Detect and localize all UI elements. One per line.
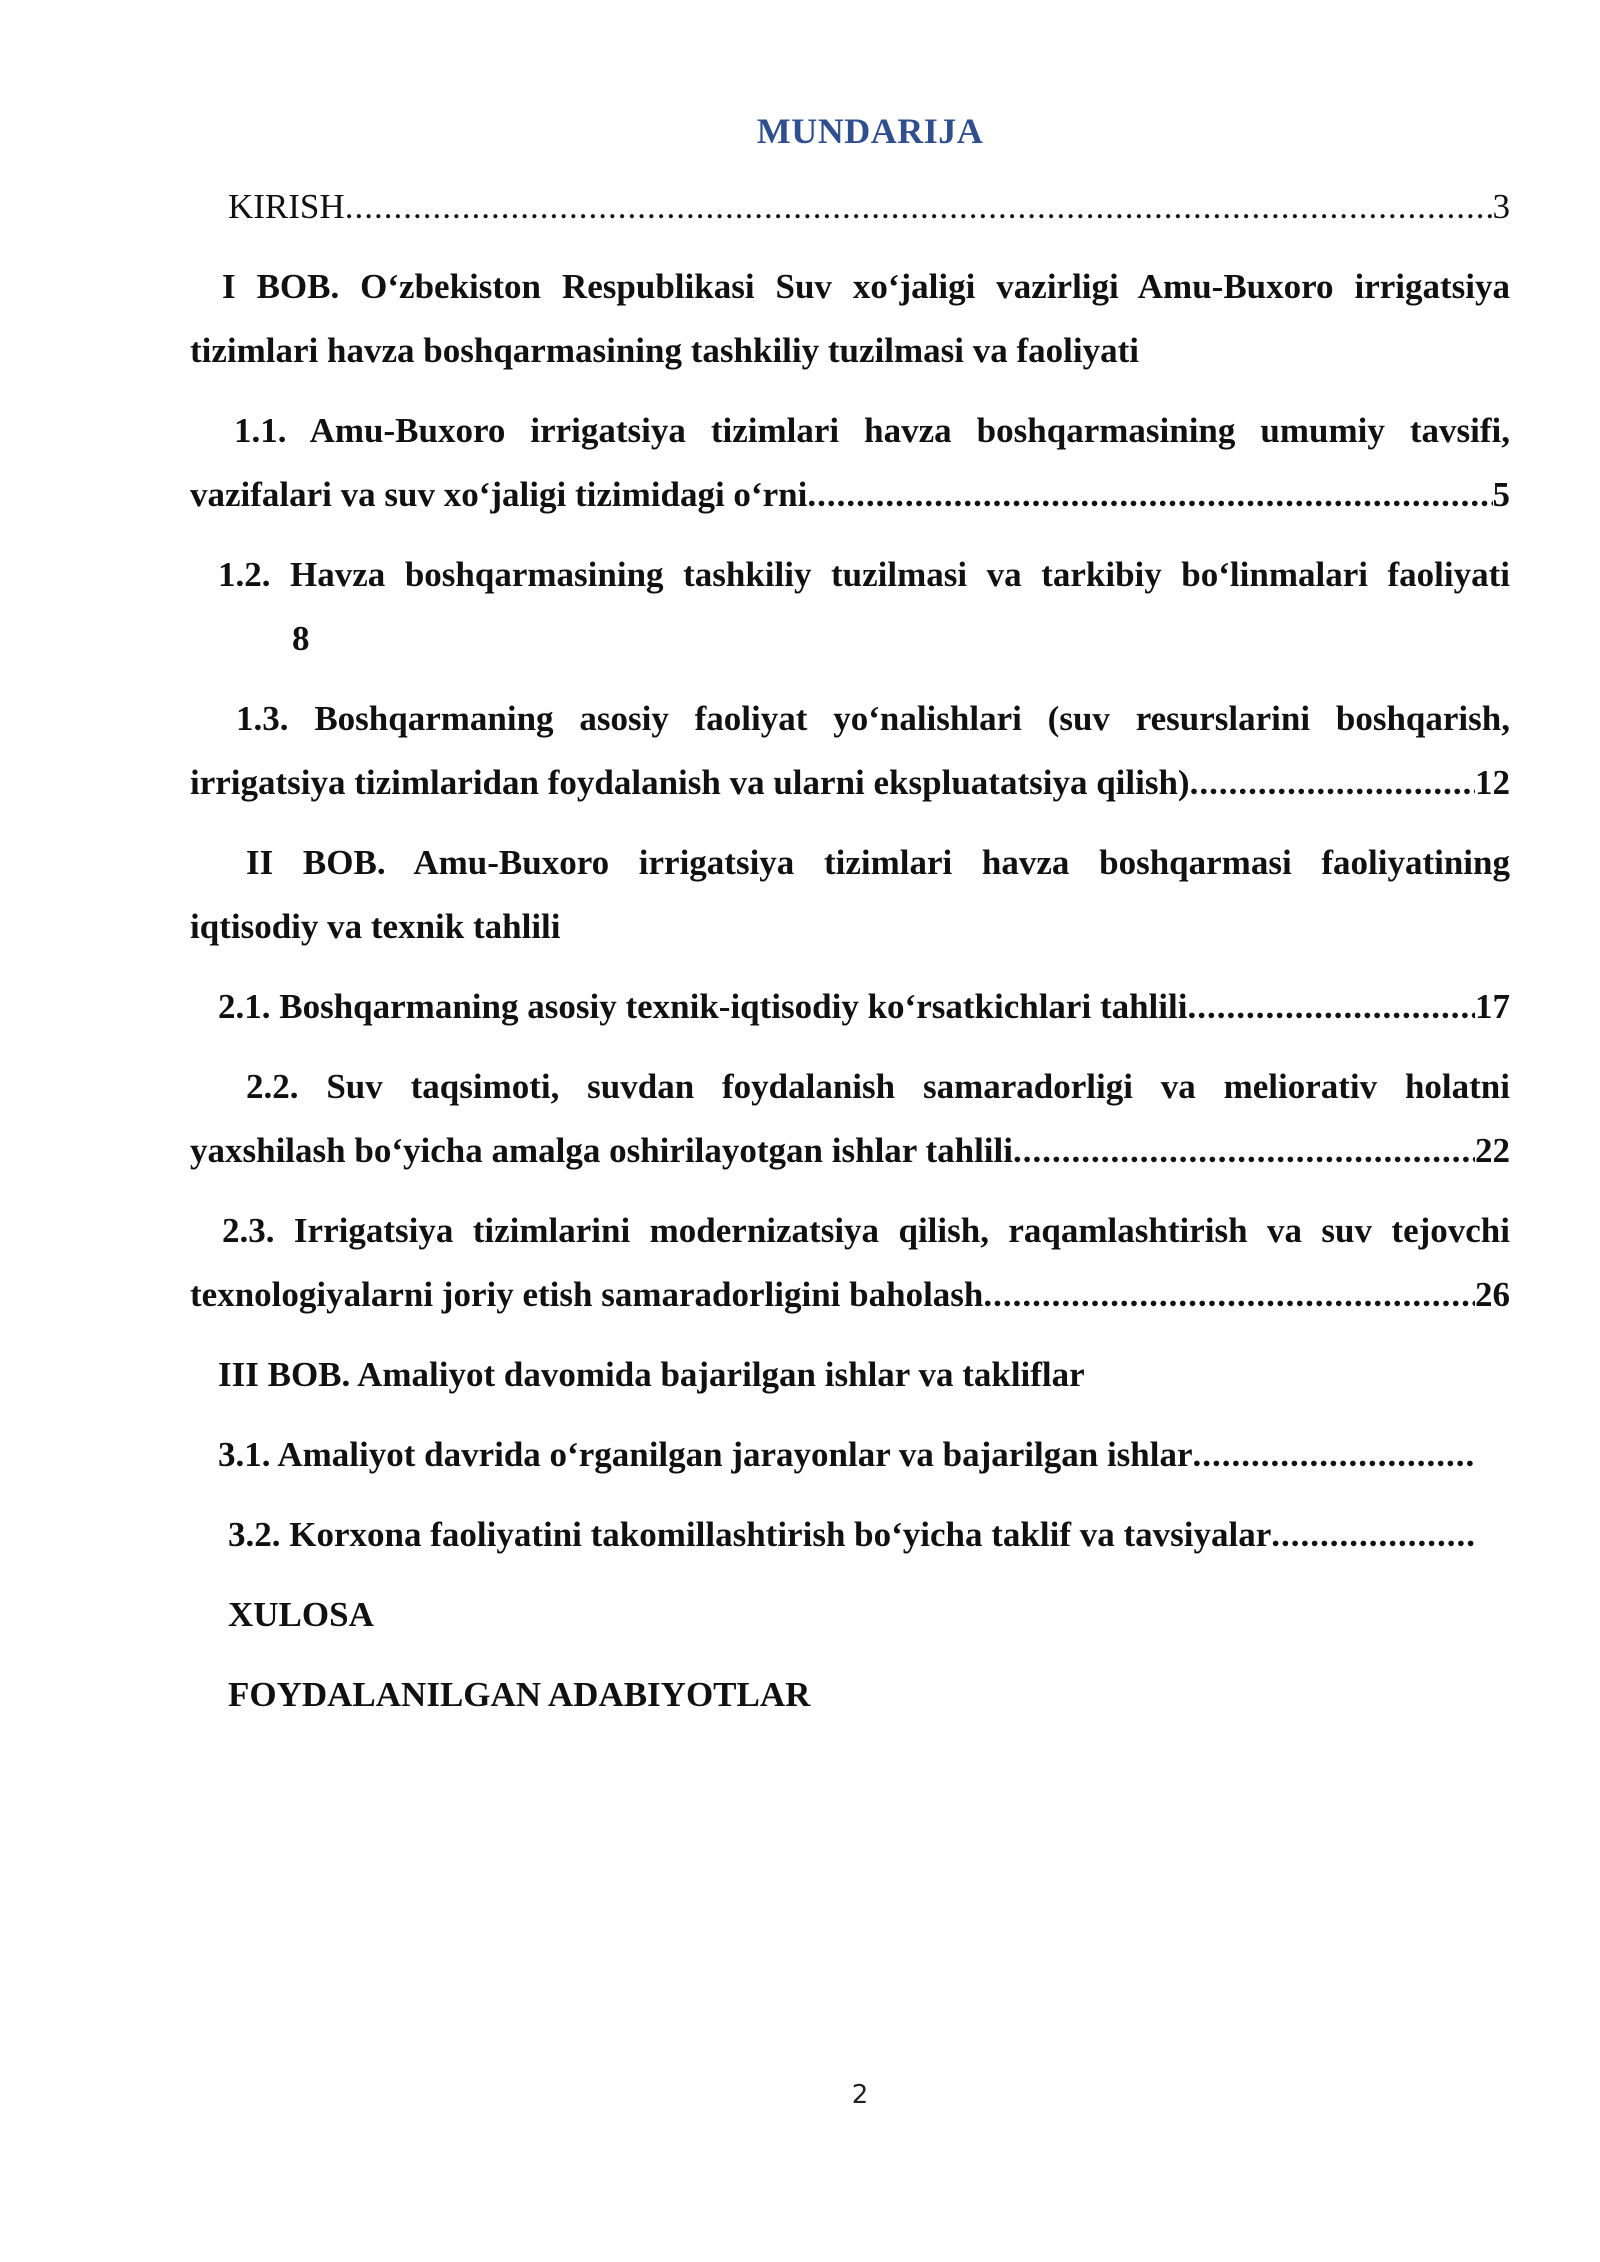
- toc-line: [190, 751, 1510, 815]
- toc-entry-1-1[interactable]: [190, 399, 1510, 527]
- toc-line: [190, 463, 1510, 527]
- toc-entry-text: irrigatsiya tizimlaridan foydalanish va ularni ekspluatatsiya qilish): [190, 763, 1190, 802]
- toc-line: [190, 1119, 1510, 1183]
- toc-leader-dots: [1271, 1503, 1474, 1567]
- toc-entry-text: texnologiyalarni joriy etish samaradorligini baholash: [190, 1275, 984, 1314]
- toc-entry-3-1[interactable]: [218, 1423, 1474, 1487]
- toc-leader-dots: [1190, 751, 1475, 815]
- toc-line: FOYDALANILGAN ADABIYOTLAR: [228, 1675, 811, 1714]
- toc-entry-1-3[interactable]: [190, 687, 1510, 815]
- toc-leader-dots: [1013, 1119, 1475, 1183]
- toc-leader-dots: [345, 175, 1493, 239]
- toc-entry-bob-3[interactable]: [218, 1343, 1510, 1407]
- toc-line: XULOSA: [228, 1595, 374, 1634]
- toc-entry-xulosa[interactable]: [228, 1583, 1510, 1647]
- toc-line: [228, 1503, 1474, 1567]
- toc-leader-dots: [1187, 975, 1475, 1039]
- toc-leader-dots: [807, 463, 1492, 527]
- toc-page-number: 12: [1475, 763, 1510, 802]
- toc-line: II BOB. Amu-Buxoro irrigatsiya tizimlari havza boshqarmasi faoliyatining: [246, 843, 1510, 882]
- toc-leader-dots: [983, 1263, 1475, 1327]
- toc-line: 2.3. Irrigatsiya tizimlarini modernizatsiya qilish, raqamlashtirish va suv tejovchi: [222, 1211, 1510, 1250]
- toc-entry-text: KIRISH: [228, 187, 345, 226]
- toc-entry-adabiyotlar[interactable]: [228, 1663, 1510, 1727]
- toc-entry-bob-1[interactable]: [190, 255, 1510, 383]
- toc-page-number: 17: [1475, 987, 1510, 1026]
- toc-entry-text: yaxshilash bo‘yicha amalga oshirilayotgan ishlar tahlili: [190, 1131, 1013, 1170]
- toc-entry-kirish[interactable]: [228, 175, 1510, 239]
- toc-page-number: 5: [1492, 475, 1510, 514]
- toc-line: [228, 175, 1510, 239]
- toc-page-number: 3: [1492, 187, 1510, 226]
- toc-line: 2.2. Suv taqsimoti, suvdan foydalanish samaradorligi va meliorativ holatni: [246, 1067, 1510, 1106]
- toc-title: MUNDARIJA: [756, 111, 984, 151]
- toc-leader-dots: [1193, 1423, 1474, 1487]
- toc-entry-text: 3.2. Korxona faoliyatini takomillashtirish bo‘yicha taklif va tavsiyalar: [228, 1515, 1272, 1554]
- toc-line: tizimlari havza boshqarmasining tashkiliy tuzilmasi va faoliyati: [190, 331, 1139, 370]
- toc-entry-2-3[interactable]: [190, 1199, 1510, 1327]
- toc-line: I BOB. O‘zbekiston Respublikasi Suv xo‘jaligi vazirligi Amu-Buxoro irrigatsiya: [222, 267, 1510, 306]
- toc-page-number: 8: [292, 619, 310, 658]
- toc-line: 1.3. Boshqarmaning asosiy faoliyat yo‘nalishlari (suv resurslarini boshqarish,: [236, 699, 1510, 738]
- toc-line: iqtisodiy va texnik tahlili: [190, 907, 561, 946]
- toc-line: [218, 1423, 1474, 1487]
- toc-page-number: 22: [1475, 1131, 1510, 1170]
- toc-line: III BOB. Amaliyot davomida bajarilgan ishlar va takliflar: [218, 1355, 1085, 1394]
- toc-entry-text: 3.1. Amaliyot davrida o‘rganilgan jarayonlar va bajarilgan ishlar: [218, 1435, 1193, 1474]
- toc-entry-2-1[interactable]: [218, 975, 1510, 1039]
- toc-page-number: 26: [1475, 1275, 1510, 1314]
- toc-line: [190, 1263, 1510, 1327]
- toc-entry-text: 2.1. Boshqarmaning asosiy texnik-iqtisodiy ko‘rsatkichlari tahlili: [218, 987, 1188, 1026]
- toc-line: 1.1. Amu-Buxoro irrigatsiya tizimlari havza boshqarmasining umumiy tavsifi,: [234, 411, 1510, 450]
- toc-entry-bob-2[interactable]: [190, 831, 1510, 959]
- toc-entry-3-2[interactable]: [228, 1503, 1474, 1567]
- page-number: 2: [851, 2080, 869, 2110]
- toc-entry-2-2[interactable]: [190, 1055, 1510, 1183]
- toc-entry-1-2[interactable]: [190, 543, 1510, 671]
- toc-line: [218, 975, 1510, 1039]
- toc-line: 1.2. Havza boshqarmasining tashkiliy tuzilmasi va tarkibiy bo‘linmalari faoliyati: [218, 555, 1510, 594]
- toc-entry-text: vazifalari va suv xo‘jaligi tizimidagi o‘rni: [190, 475, 808, 514]
